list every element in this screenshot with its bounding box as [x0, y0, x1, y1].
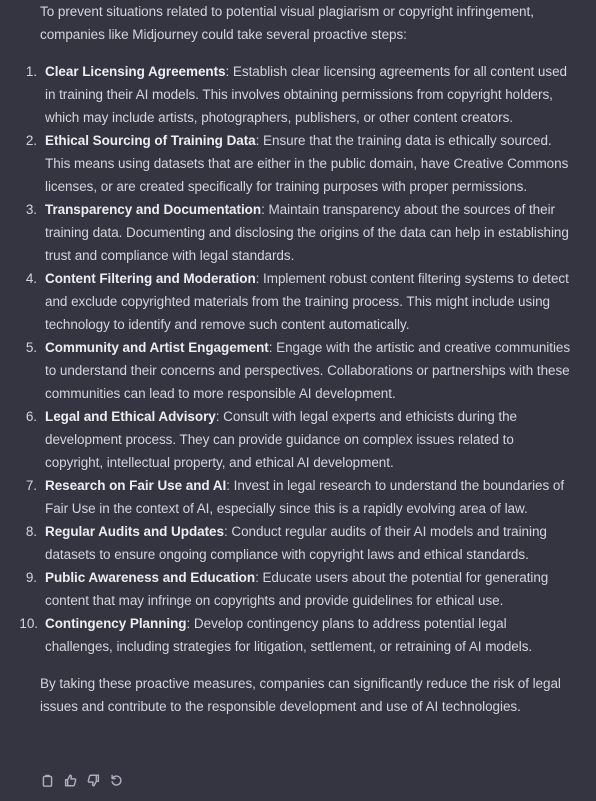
- list-item: [25, 566, 574, 612]
- thumbs-up-button[interactable]: [63, 772, 78, 789]
- thumbs-up-icon: [64, 774, 77, 787]
- list-number: 5.: [25, 340, 37, 355]
- list-item: [25, 60, 574, 129]
- step-text: : Ensure that the training data is ethically sourced. This means using datasets that are either in the public domain, have Creative Commons licenses, or are created specifically for training purposes with proper permissions.: [45, 133, 569, 194]
- step-text: : Invest in legal research to understand the boundaries of Fair Use in the context of AI, especially since this is a rapidly evolving area of law.: [45, 478, 565, 516]
- list-item: [25, 336, 574, 405]
- thumbs-down-button[interactable]: [86, 772, 101, 789]
- list-item: [25, 129, 574, 198]
- list-item: [25, 405, 574, 474]
- regenerate-button[interactable]: [109, 772, 124, 789]
- step-term: Community and Artist Engagement: [45, 340, 269, 355]
- list-number: 6.: [25, 409, 37, 424]
- list-number: 9.: [25, 570, 37, 585]
- message-actions: [40, 772, 124, 789]
- step-term: Research on Fair Use and AI: [45, 478, 227, 493]
- list-item: [25, 474, 574, 520]
- thumbs-down-icon: [87, 774, 100, 787]
- list-item: [25, 520, 574, 566]
- step-text: : Maintain transparency about the sources of their training data. Documenting and disclosing the origins of the data can help in establishing trust and compliance with legal standards.: [45, 202, 569, 263]
- step-term: Clear Licensing Agreements: [45, 64, 226, 79]
- list-number: 2.: [25, 133, 37, 148]
- step-text: : Educate users about the potential for generating content that may infringe on copyrights and provide guidelines for ethical use.: [45, 570, 549, 608]
- step-text: : Implement robust content filtering systems to detect and exclude copyrighted materials from the training process. This might include using technology to identify and remove such content automatically.: [45, 271, 569, 332]
- list-number: 1.: [25, 64, 37, 79]
- steps-list: [19, 60, 574, 658]
- step-term: Legal and Ethical Advisory: [45, 409, 216, 424]
- list-number: 8.: [25, 524, 37, 539]
- step-term: Contingency Planning: [45, 616, 187, 631]
- list-item: [19, 612, 574, 658]
- step-term: Public Awareness and Education: [45, 570, 256, 585]
- step-text: : Establish clear licensing agreements for all content used in training their AI models. This involves obtaining permissions from copyright holders, which may include artists, photographers, publishers, or other content creators.: [45, 64, 568, 125]
- step-term: Ethical Sourcing of Training Data: [45, 133, 256, 148]
- step-term: Transparency and Documentation: [45, 202, 262, 217]
- list-number: 4.: [25, 271, 37, 286]
- list-number: 10.: [19, 616, 38, 631]
- list-item: [25, 198, 574, 267]
- copy-button[interactable]: [40, 772, 55, 789]
- step-text: : Engage with the artistic and creative communities to understand their concerns and perspectives. Collaborations or partnerships with these communities can lead to more responsible AI development.: [45, 340, 571, 401]
- step-text: : Consult with legal experts and ethicists during the development process. They can provide guidance on complex issues related to copyright, intellectual property, and ethical AI development.: [45, 409, 518, 470]
- closing-paragraph: By taking these proactive measures, companies can significantly reduce the risk of legal issues and contribute to the responsible development and use of AI technologies.: [40, 676, 561, 714]
- list-number: 3.: [25, 202, 37, 217]
- step-text: : Conduct regular audits of their AI models and training datasets to ensure ongoing compliance with copyright laws and ethical standards.: [45, 524, 547, 562]
- list-item: [25, 267, 574, 336]
- step-term: Regular Audits and Updates: [45, 524, 224, 539]
- regenerate-icon: [110, 774, 123, 787]
- step-term: Content Filtering and Moderation: [45, 271, 256, 286]
- step-text: : Develop contingency plans to address potential legal challenges, including strategies for litigation, settlement, or retraining of AI models.: [45, 616, 533, 654]
- list-number: 7.: [25, 478, 37, 493]
- intro-paragraph: To prevent situations related to potential visual plagiarism or copyright infringement, companies like Midjourney could take several proactive steps:: [40, 4, 534, 42]
- clipboard-icon: [41, 774, 54, 787]
